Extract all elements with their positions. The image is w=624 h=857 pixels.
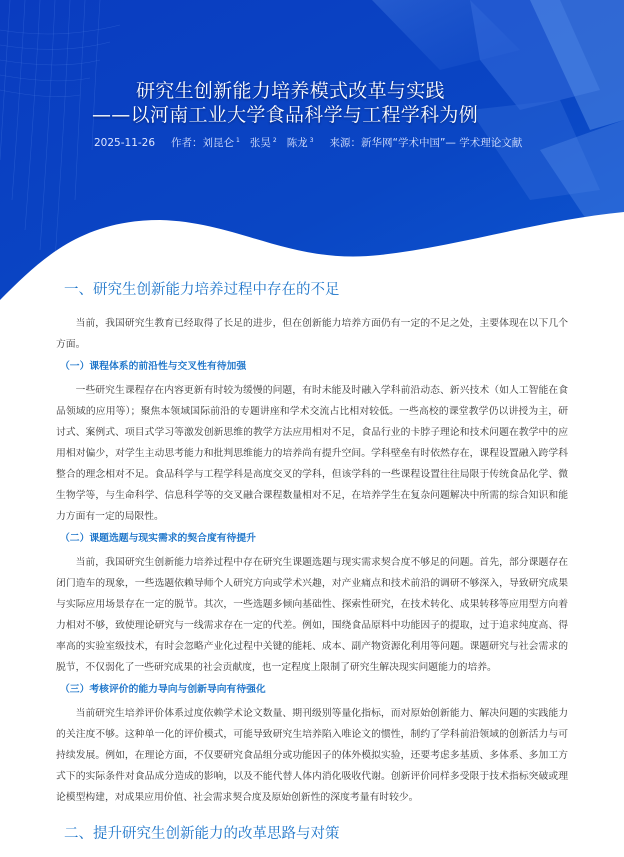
author-2: 张昊 $^2$: [249, 136, 277, 149]
hero-background: [0, 0, 624, 310]
subsection-heading-3: （三）考核评价的能力导向与创新导向有待强化: [60, 684, 266, 695]
subsection-heading-2: （二）课题选题与现实需求的契合度有待提升: [60, 533, 256, 544]
author-label: 作者：: [171, 137, 203, 149]
author-1: 刘昆仑 $^1$: [202, 136, 240, 149]
subsection-body-1: 一些研究生课程存在内容更新有时较为缓慢的问题，有时未能及时融入学科前沿动态、新兴技术（如人工智能在食品领域的应用等）；聚焦本领域国际前沿的专题讲座和学术交流占比相对较低。一些高校的课堂教学仍以讲授为主，研讨式、案例式、项目式学习等激发创新思维的教学方法应用相对不足，食品行业的卡脖子理论和技术问题在教学中的应用相对偏少，对学生主动思考能力和批判思维能力的培养尚有提升空间。学科壁垒有时依然存在，课程设置融入跨学科整合的理念相对不足。食品科学与工程学科是高度交叉的学科，但该学科的一些课程设置往往局限于传统食品化学、微生物学等，与生命科学、信息科学等的交叉融合课程数量相对不足，在培养学生在复杂问题解决中所需的综合知识和能力方面有一定的局限性。: [56, 385, 568, 522]
section-heading-1: 一、研究生创新能力培养过程中存在的不足: [64, 282, 340, 298]
subsection-body-2: 当前，我国研究生创新能力培养过程中存在研究生课题选题与现实需求契合度不够足的问题。首先，部分课题存在闭门造车的现象，一些选题依赖导师个人研究方向或学术兴趣，对产业痛点和技术前沿的调研不够深入，导致研究成果与实际应用场景存在一定的脱节。其次，一些选题多倾向基础性、探索性研究，在技术转化、成果转移等应用型方向着力相对不够，致使理论研究与一线需求存在一定的代差。例如，围绕食品原料中功能因子的提取，过于追求纯度高、得率高的实验室级技术，有时会忽略产业化过程中关键的能耗、成本、副产物资源化利用等问题。课题研究与社会需求的脱节，不仅弱化了一些研究成果的社会贡献度，也一定程度上限制了研究生解决现实问题能力的培养。: [56, 557, 568, 673]
hero-banner: [0, 0, 624, 310]
article-body: [0, 278, 624, 857]
section-heading-2: 二、提升研究生创新能力的改革思路与对策: [64, 826, 340, 842]
title-subtitle: ——以河南工业大学食品科学与工程学科为例: [92, 104, 479, 126]
author-3: 陈龙 $^3$: [286, 136, 314, 149]
title-main: 研究生创新能力培养模式改革与实践: [136, 80, 445, 102]
article-source: 来源：新华网“学术中国”— 学术理论文献: [329, 137, 523, 149]
subsection-body-3: 当前研究生培养评价体系过度依赖学术论文数量、期刊级别等量化指标，而对原始创新能力、解决问题的实践能力的关注度不够。这种单一化的评价模式，可能导致研究生培养陷入唯论文的惯性，制约了学科前沿领域的创新活力与可持续发展。例如，在理论方面，不仅要研究食品组分或功能因子的体外模拟实验，还要考虑多基质、多体系、多加工方式下的实际条件对食品成分造成的影响，以及不能代替人体内消化吸收代谢。创新评价同样多受限于技术指标突破或理论模型构建，对成果应用价值、社会需求契合度及原始创新性的深度考量有时较少。: [56, 708, 568, 803]
publish-date: 2025-11-26: [94, 137, 156, 149]
subsection-heading-1: （一）课程体系的前沿性与交叉性有待加强: [60, 361, 247, 372]
article-meta: [94, 135, 522, 150]
section-intro: 当前，我国研究生教育已经取得了长足的进步，但在创新能力培养方面仍有一定的不足之处，主要体现在以下几个方面。: [56, 318, 568, 350]
